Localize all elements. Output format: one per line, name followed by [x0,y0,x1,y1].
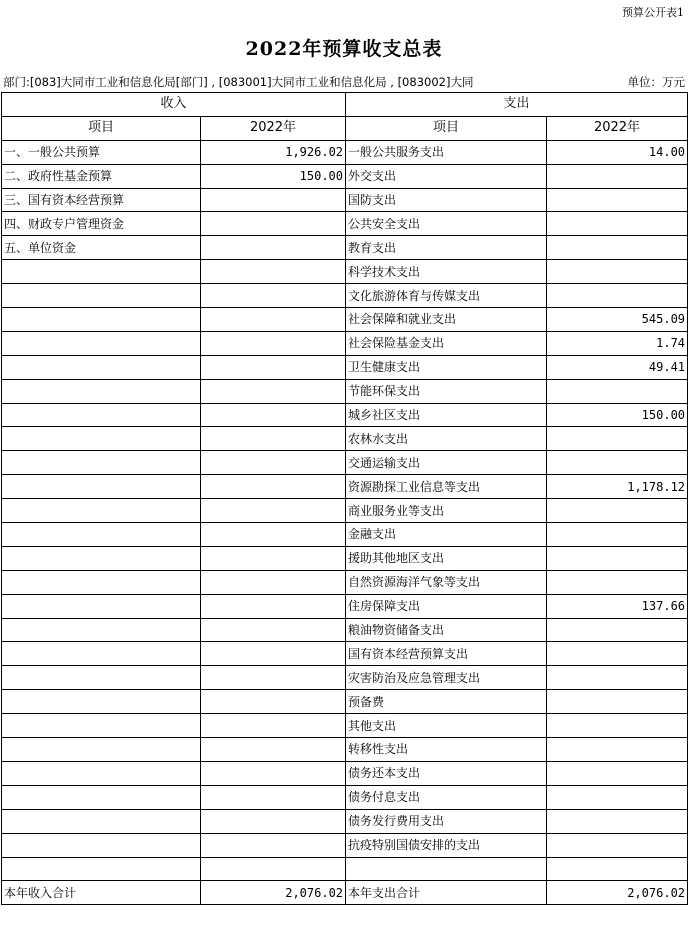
income-item-cell [2,666,201,690]
expense-amount-cell [547,690,688,714]
income-year-header: 2022年 [201,116,346,140]
income-amount-cell: 2,076.02 [201,881,346,905]
expense-item-cell: 城乡社区支出 [346,403,547,427]
expense-item-cell: 粮油物资储备支出 [346,618,547,642]
table-row [2,236,688,260]
table-number-label: 预算公开表1 [622,6,684,19]
expense-amount-cell [547,499,688,523]
expense-amount-cell [547,785,688,809]
income-item-cell [2,594,201,618]
income-amount-cell [201,260,346,284]
expense-item-header: 项目 [346,116,547,140]
expense-item-cell: 卫生健康支出 [346,355,547,379]
income-amount-cell [201,284,346,308]
expense-amount-cell [547,642,688,666]
income-amount-cell [201,714,346,738]
expense-item-cell: 其他支出 [346,714,547,738]
income-amount-cell [201,499,346,523]
expense-header: 支出 [346,93,688,117]
income-header: 收入 [2,93,346,117]
table-row [2,714,688,738]
budget-summary-table [1,92,688,905]
income-amount-cell [201,833,346,857]
expense-amount-cell [547,738,688,762]
table-row [2,738,688,762]
expense-amount-cell [547,857,688,881]
expense-year-header: 2022年 [547,116,688,140]
expense-item-cell: 资源勘探工业信息等支出 [346,475,547,499]
income-item-cell [2,714,201,738]
income-item-cell: 本年收入合计 [2,881,201,905]
expense-item-cell: 公共安全支出 [346,212,547,236]
table-row [2,785,688,809]
table-row [2,164,688,188]
income-amount-cell [201,212,346,236]
table-row [2,475,688,499]
table-row [2,809,688,833]
income-amount-cell [201,475,346,499]
table-row [2,140,688,164]
income-item-cell: 三、国有资本经营预算 [2,188,201,212]
income-item-cell [2,379,201,403]
expense-item-cell: 一般公共服务支出 [346,140,547,164]
income-item-cell [2,761,201,785]
expense-item-cell: 节能环保支出 [346,379,547,403]
expense-item-cell: 社会保险基金支出 [346,331,547,355]
income-item-cell [2,260,201,284]
income-item-cell [2,785,201,809]
income-amount-cell [201,355,346,379]
expense-item-cell: 教育支出 [346,236,547,260]
income-item-cell: 二、政府性基金预算 [2,164,201,188]
expense-item-cell: 文化旅游体育与传媒支出 [346,284,547,308]
income-amount-cell [201,379,346,403]
income-item-cell [2,570,201,594]
income-item-cell [2,403,201,427]
table-row [2,666,688,690]
expense-amount-cell [547,618,688,642]
expense-amount-cell [547,523,688,547]
expense-item-cell: 住房保障支出 [346,594,547,618]
income-item-cell [2,523,201,547]
income-item-cell: 四、财政专户管理资金 [2,212,201,236]
income-amount-cell: 150.00 [201,164,346,188]
income-item-cell [2,809,201,833]
expense-amount-cell: 1,178.12 [547,475,688,499]
income-amount-cell [201,857,346,881]
income-item-cell [2,833,201,857]
income-amount-cell [201,809,346,833]
expense-amount-cell [547,761,688,785]
income-item-cell [2,308,201,332]
income-item-cell [2,451,201,475]
income-amount-cell [201,761,346,785]
income-item-cell [2,690,201,714]
expense-item-cell: 预备费 [346,690,547,714]
expense-item-cell: 本年支出合计 [346,881,547,905]
expense-item-cell: 商业服务业等支出 [346,499,547,523]
expense-item-cell: 国有资本经营预算支出 [346,642,547,666]
expense-amount-cell: 545.09 [547,308,688,332]
income-amount-cell [201,451,346,475]
table-row [2,427,688,451]
income-item-cell [2,738,201,762]
income-amount-cell [201,618,346,642]
income-amount-cell [201,785,346,809]
table-row [2,570,688,594]
table-row [2,260,688,284]
table-row [2,284,688,308]
expense-amount-cell [547,236,688,260]
income-amount-cell: 1,926.02 [201,140,346,164]
expense-amount-cell [547,714,688,738]
table-row [2,331,688,355]
expense-item-cell: 债务付息支出 [346,785,547,809]
income-item-cell [2,857,201,881]
income-item-cell [2,331,201,355]
expense-amount-cell [547,833,688,857]
income-amount-cell [201,188,346,212]
table-row [2,618,688,642]
expense-item-cell: 债务还本支出 [346,761,547,785]
expense-amount-cell [547,546,688,570]
income-amount-cell [201,331,346,355]
income-item-cell [2,546,201,570]
column-header-row [2,116,688,140]
expense-amount-cell [547,284,688,308]
department-label: 部门:[083]大同市工业和信息化局[部门] , [083001]大同市工业和信息化局 , [083002]大同 [3,75,474,89]
expense-amount-cell: 49.41 [547,355,688,379]
expense-item-cell: 农林水支出 [346,427,547,451]
income-amount-cell [201,308,346,332]
expense-amount-cell [547,666,688,690]
table-row [2,499,688,523]
income-item-header: 项目 [2,116,201,140]
table-row [2,594,688,618]
expense-item-cell: 援助其他地区支出 [346,546,547,570]
expense-item-cell: 抗疫特别国债安排的支出 [346,833,547,857]
table-row [2,403,688,427]
expense-amount-cell [547,188,688,212]
table-row [2,451,688,475]
expense-item-cell: 外交支出 [346,164,547,188]
income-amount-cell [201,570,346,594]
income-item-cell [2,284,201,308]
income-amount-cell [201,666,346,690]
expense-item-cell: 社会保障和就业支出 [346,308,547,332]
expense-item-cell: 灾害防治及应急管理支出 [346,666,547,690]
income-amount-cell [201,523,346,547]
expense-amount-cell: 14.00 [547,140,688,164]
expense-item-cell: 金融支出 [346,523,547,547]
expense-item-cell: 自然资源海洋气象等支出 [346,570,547,594]
table-row [2,308,688,332]
expense-amount-cell [547,379,688,403]
page-title: 2022年预算收支总表 [245,38,443,60]
table-row [2,833,688,857]
expense-item-cell: 债务发行费用支出 [346,809,547,833]
income-amount-cell [201,690,346,714]
expense-item-cell: 科学技术支出 [346,260,547,284]
income-item-cell [2,427,201,451]
expense-item-cell [346,857,547,881]
expense-amount-cell [547,809,688,833]
expense-amount-cell [547,164,688,188]
income-item-cell [2,499,201,523]
expense-amount-cell: 1.74 [547,331,688,355]
expense-amount-cell: 150.00 [547,403,688,427]
expense-amount-cell [547,570,688,594]
income-amount-cell [201,546,346,570]
expense-amount-cell [547,451,688,475]
section-header-row [2,93,688,117]
expense-item-cell: 国防支出 [346,188,547,212]
income-item-cell [2,618,201,642]
table-row [2,546,688,570]
expense-amount-cell [547,260,688,284]
unit-label: 单位：万元 [627,75,685,89]
meta-line [3,74,685,90]
table-row [2,523,688,547]
expense-amount-cell [547,212,688,236]
income-item-cell: 五、单位资金 [2,236,201,260]
income-item-cell: 一、一般公共预算 [2,140,201,164]
table-row [2,881,688,905]
table-row [2,188,688,212]
income-amount-cell [201,403,346,427]
income-amount-cell [201,594,346,618]
table-row [2,355,688,379]
income-amount-cell [201,427,346,451]
table-row [2,212,688,236]
income-amount-cell [201,236,346,260]
table-row [2,857,688,881]
expense-amount-cell: 137.66 [547,594,688,618]
table-row [2,379,688,403]
income-amount-cell [201,642,346,666]
income-item-cell [2,355,201,379]
expense-amount-cell: 2,076.02 [547,881,688,905]
expense-item-cell: 转移性支出 [346,738,547,762]
income-amount-cell [201,738,346,762]
expense-amount-cell [547,427,688,451]
table-row [2,642,688,666]
table-row [2,690,688,714]
expense-item-cell: 交通运输支出 [346,451,547,475]
income-item-cell [2,475,201,499]
table-row [2,761,688,785]
income-item-cell [2,642,201,666]
